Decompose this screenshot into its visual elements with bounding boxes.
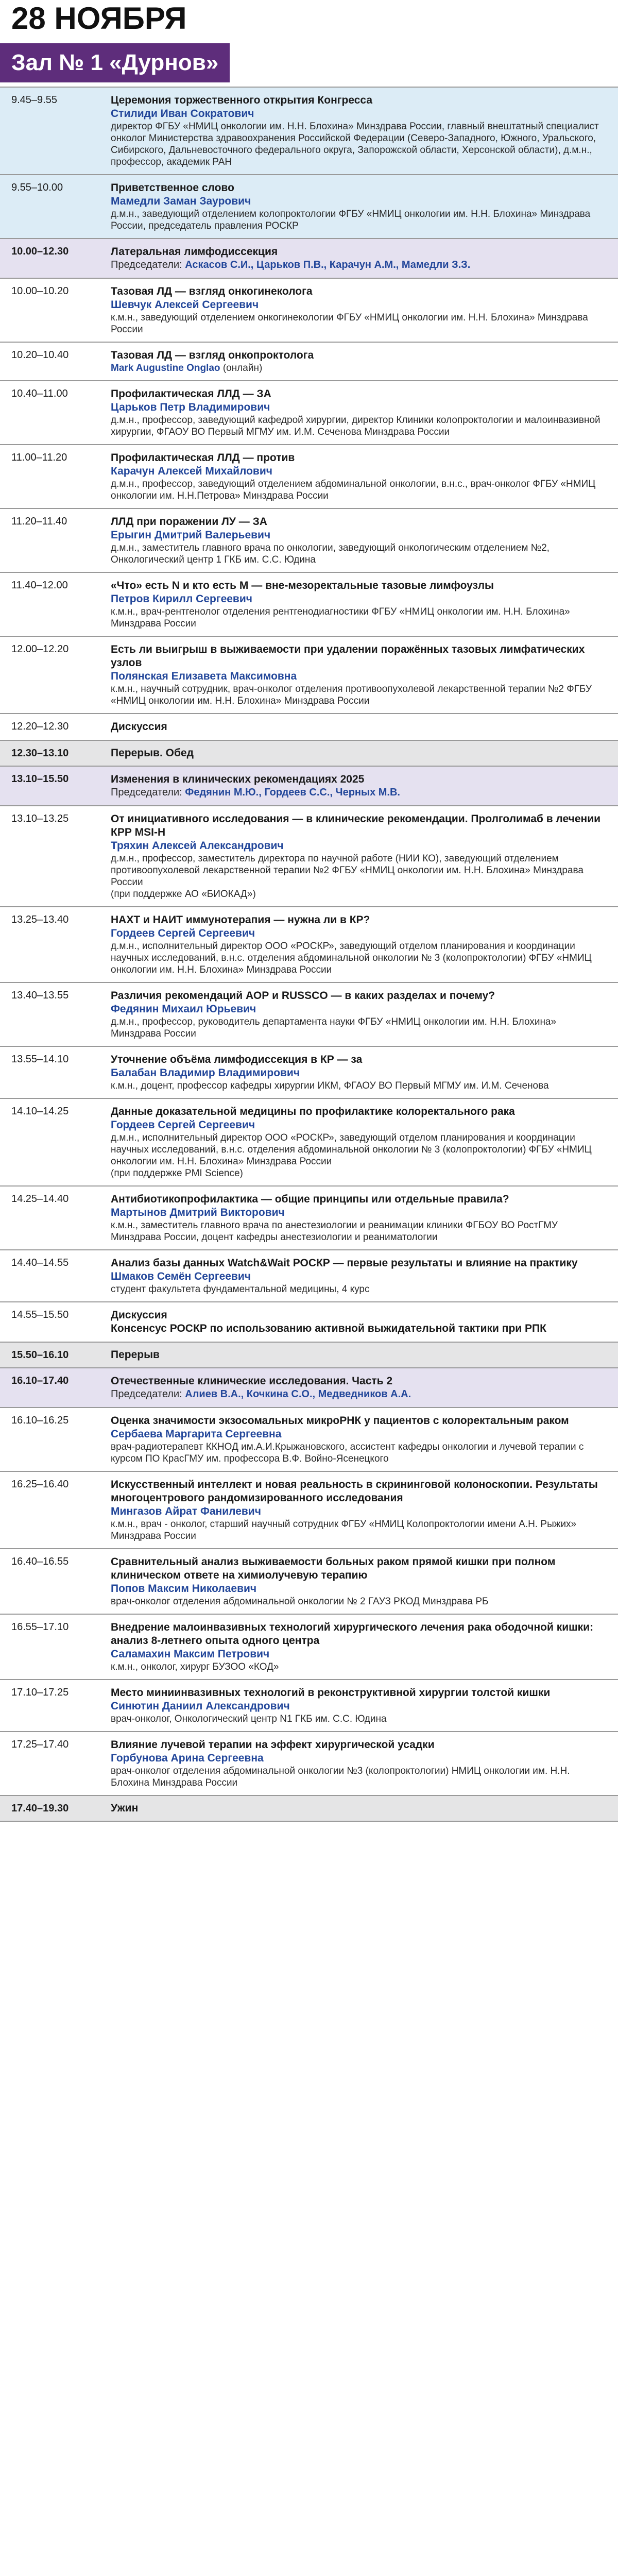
row-content: [111, 1099, 618, 1185]
chairs: [111, 1388, 607, 1401]
program-table: [0, 87, 618, 1822]
talk-title: Искусственный интеллект и новая реальность в скрининговой колоноскопии. Результаты многоцентрового рандомизированного исследования: [111, 1479, 598, 1504]
row-content: [111, 637, 618, 713]
row-content: [111, 983, 618, 1046]
program-row: [0, 767, 618, 806]
chairs-label: Председатели:: [111, 787, 185, 798]
talk-title: ЛЛД при поражении ЛУ — ЗА: [111, 516, 267, 528]
speaker-affiliation: к.м.н., онколог, хирург БУЗОО «КОД»: [111, 1662, 279, 1672]
row-content: [111, 381, 618, 444]
program-row: [0, 1796, 618, 1822]
row-time: 11.00–11.20: [11, 452, 67, 463]
program-row: [0, 1302, 618, 1343]
speaker-affiliation: директор ФГБУ «НМИЦ онкологии им. Н.Н. Блохина» Минздрава России, главный внештатный специалист онколог Министерства здравоохранения Российской Федерации (Северо-Западного, Южного, Уральского, Сибирского, Дальневосточного федерального округа, Запорожской области, Херсонской области), д.м.н., профессор, академик РАН: [111, 121, 599, 167]
talk-title: От инициативного исследования — в клинические рекомендации. Пролголимаб в лечении КРР MSI-H: [111, 813, 601, 838]
row-content: Перерыв. Обед: [111, 747, 194, 759]
speaker-name: Mark Augustine Onglao: [111, 363, 220, 374]
row-time: 10.20–10.40: [11, 349, 69, 361]
row-time: 14.10–14.25: [11, 1106, 69, 1117]
speaker-affiliation: д.м.н., исполнительный директор ООО «РОСКР», заведующий отделом планирования и координации научных исследований, в.н.с. отделения абдоминальной онкологии № 3 (колопроктологии) ФГБУ «НМИЦ онкологии им. Н.Н. Блохина» Минздрава России: [111, 941, 592, 975]
row-content: Перерыв: [111, 1349, 160, 1361]
speaker-affiliation: д.м.н., профессор, заместитель директора по научной работе (НИИ КО), заведующий отделением противоопухолевой лекарственной терапии №2 ФГБУ «НМИЦ онкологии им. Н.Н. Блохина» Минздрава России: [111, 853, 583, 888]
speaker-name: Петров Кирилл Сергеевич: [111, 593, 252, 605]
program-row: [0, 637, 618, 714]
speaker-name: Мамедли Заман Заурович: [111, 195, 251, 207]
chairs: [111, 786, 607, 799]
talk-title: Приветственное слово: [111, 182, 234, 194]
speaker-affiliation: к.м.н., врач - онколог, старший научный сотрудник ФГБУ «НМИЦ Колопроктологии имени А.Н. Рыжих» Минздрава России: [111, 1519, 577, 1541]
talk-title: Отечественные клинические исследования. Часть 2: [111, 1375, 393, 1387]
program-row: [0, 1047, 618, 1099]
speaker-affiliation: д.м.н., профессор, заведующий кафедрой хирургии, директор Клиники колопроктологии и малоинвазивной хирургии, ФГАОУ ВО Первый МГМУ им. И.М. Сеченова Минздрава России: [111, 415, 600, 437]
talk-title: Изменения в клинических рекомендациях 2025: [111, 773, 365, 785]
row-time: 16.10–16.25: [11, 1415, 69, 1426]
row-time: 16.55–17.10: [11, 1621, 69, 1633]
speaker-name: Мартынов Дмитрий Викторович: [111, 1207, 285, 1218]
program-row: [0, 1187, 618, 1250]
row-time: 9.55–10.00: [11, 182, 63, 193]
program-row: [0, 1680, 618, 1732]
program-row: [0, 445, 618, 509]
hall-title: Зал № 1 «Дурнов»: [0, 43, 230, 82]
row-content: [111, 88, 618, 174]
row-time: 16.10–17.40: [11, 1375, 69, 1386]
row-content: [111, 573, 618, 636]
speaker-name: Попов Максим Николаевич: [111, 1583, 257, 1595]
speaker-affiliation: д.м.н., заведующий отделением колопроктологии ФГБУ «НМИЦ онкологии им. Н.Н. Блохина» Минздрава России, председатель правления РОСКР: [111, 209, 591, 231]
program-row: [0, 1250, 618, 1302]
speaker-affiliation: студент факультета фундаментальной медицины, 4 курс: [111, 1284, 370, 1295]
row-content: [111, 1472, 618, 1548]
support-note: (при поддержке PMI Science): [111, 1168, 243, 1179]
speaker-name: Саламахин Максим Петрович: [111, 1648, 270, 1660]
row-time: 13.10–15.50: [11, 773, 69, 785]
chairs: [111, 259, 607, 272]
talk-title: Дискуссия: [111, 1309, 167, 1321]
row-time: 16.40–16.55: [11, 1556, 69, 1567]
row-content: [111, 806, 618, 906]
row-time: 10.40–11.00: [11, 388, 68, 399]
talk-title: Профилактическая ЛЛД — ЗА: [111, 388, 271, 400]
speaker-name: Тряхин Алексей Александрович: [111, 840, 284, 852]
talk-title: «Что» есть N и кто есть M — вне-мезоректальные тазовые лимфоузлы: [111, 580, 494, 591]
row-time: 12.30–13.10: [11, 748, 69, 759]
row-content: [111, 1408, 618, 1471]
speaker-name: Карачун Алексей Михайлович: [111, 465, 272, 477]
row-time: 17.40–19.30: [11, 1803, 69, 1814]
program-row: [0, 1615, 618, 1680]
speaker-affiliation: к.м.н., научный сотрудник, врач-онколог отделения противоопухолевой лекарственной терапии №2 ФГБУ «НМИЦ онкологии им. Н.Н. Блохина» Минздрава России: [111, 684, 592, 706]
speaker-line: [111, 362, 607, 374]
row-time: 13.40–13.55: [11, 990, 69, 1001]
talk-title: Латеральная лимфодиссекция: [111, 246, 278, 258]
chairs-names: Федянин М.Ю., Гордеев С.С., Черных М.В.: [185, 787, 400, 798]
talk-title: Различия рекомендаций АОР и RUSSCO — в каких разделах и почему?: [111, 990, 495, 1002]
row-content: [111, 767, 618, 805]
row-time: 12.00–12.20: [11, 643, 69, 655]
speaker-name: Сербаева Маргарита Сергеевна: [111, 1428, 282, 1440]
row-content: [111, 445, 618, 508]
program-row: [0, 279, 618, 343]
speaker-note: (онлайн): [220, 363, 263, 374]
page-date: 28 НОЯБРЯ: [11, 1, 187, 36]
talk-title: Тазовая ЛД — взгляд онкогинеколога: [111, 285, 313, 297]
row-content: [111, 175, 618, 238]
talk-title: Анализ базы данных Watch&Wait РОСКР — первые результаты и влияние на практику: [111, 1257, 578, 1269]
program-row: [0, 741, 618, 767]
speaker-name: Гордеев Сергей Сергеевич: [111, 927, 255, 939]
program-row: [0, 381, 618, 445]
row-time: 13.25–13.40: [11, 914, 69, 925]
program-row: [0, 1368, 618, 1408]
program-row: [0, 509, 618, 573]
talk-title: Внедрение малоинвазивных технологий хирургического лечения рака ободочной кишки: анализ 8-летнего опыта одного центра: [111, 1621, 594, 1647]
row-content: [111, 1047, 618, 1098]
talk-title: НАХТ и НАИТ иммунотерапия — нужна ли в КР?: [111, 914, 370, 926]
speaker-affiliation: к.м.н., доцент, профессор кафедры хирургии ИКМ, ФГАОУ ВО Первый МГМУ им. И.М. Сеченова: [111, 1080, 549, 1091]
row-content: [111, 1680, 618, 1731]
speaker-affiliation: к.м.н., заместитель главного врача по анестезиологии и реанимации клиники ФГБОУ ВО РостГМУ Минздрава России, доцент кафедры анестезиологии и реаниматологии: [111, 1220, 558, 1243]
program-row: [0, 573, 618, 637]
talk-title: Профилактическая ЛЛД — против: [111, 452, 295, 464]
row-time: 16.25–16.40: [11, 1479, 69, 1490]
talk-title: Дискуссия: [111, 721, 167, 733]
speaker-name: Горбунова Арина Сергеевна: [111, 1752, 264, 1764]
row-content: [111, 1368, 618, 1407]
program-row: [0, 175, 618, 239]
talk-title: Влияние лучевой терапии на эффект хирургической усадки: [111, 1739, 435, 1751]
speaker-affiliation: к.м.н., врач-рентгенолог отделения рентгенодиагностики ФГБУ «НМИЦ онкологии им. Н.Н. Блохина» Минздрава России: [111, 606, 570, 629]
program-row: [0, 1732, 618, 1796]
row-content: Ужин: [111, 1802, 139, 1814]
speaker-affiliation: д.м.н., исполнительный директор ООО «РОСКР», заведующий отделом планирования и координации научных исследований, в.н.с. отделения абдоминальной онкологии № 3 (колопроктологии) ФГБУ «НМИЦ онкологии им. Н.Н. Блохина» Минздрава России: [111, 1132, 592, 1167]
row-time: 14.25–14.40: [11, 1193, 69, 1205]
talk-title: Антибиотикопрофилактика — общие принципы или отдельные правила?: [111, 1193, 509, 1205]
program-row: [0, 714, 618, 741]
program-row: [0, 1472, 618, 1549]
speaker-name: Шмаков Семён Сергеевич: [111, 1270, 251, 1282]
row-content: [111, 1187, 618, 1249]
row-time: 17.25–17.40: [11, 1739, 69, 1750]
row-content: [111, 509, 618, 572]
program-row: [0, 1408, 618, 1472]
speaker-affiliation: врач-онколог отделения абдоминальной онкологии № 2 ГАУЗ РКОД Минздрава РБ: [111, 1596, 489, 1607]
program-row: [0, 983, 618, 1047]
row-content: [111, 239, 618, 278]
program-row: [0, 806, 618, 907]
row-content: [111, 1615, 618, 1679]
row-content: [111, 1732, 618, 1795]
speaker-name: Мингазов Айрат Фанилевич: [111, 1505, 261, 1517]
speaker-name: Шевчук Алексей Сергеевич: [111, 299, 259, 311]
talk-title: Церемония торжественного открытия Конгресса: [111, 94, 373, 106]
row-content: [111, 907, 618, 982]
speaker-name: Царьков Петр Владимирович: [111, 401, 270, 413]
program-row: [0, 87, 618, 175]
speaker-name: Синютин Даниил Александрович: [111, 1700, 290, 1712]
talk-title: Сравнительный анализ выживаемости больных раком прямой кишки при полном клиническом ответе на химиолучевую терапию: [111, 1556, 556, 1581]
row-time: 12.20–12.30: [11, 721, 69, 732]
row-time: 9.45–9.55: [11, 94, 57, 106]
speaker-affiliation: д.м.н., профессор, руководитель департамента науки ФГБУ «НМИЦ онкологии им. Н.Н. Блохина» Минздрава России: [111, 1016, 557, 1039]
talk-title: Оценка значимости экзосомальных микроРНК у пациентов с колоректальным раком: [111, 1415, 569, 1427]
row-content: [111, 1549, 618, 1614]
speaker-name: Стилиди Иван Сократович: [111, 108, 254, 120]
row-time: 11.40–12.00: [11, 580, 68, 591]
talk-title-secondary: Консенсус РОСКР по использованию активной выжидательной тактики при РПК: [111, 1323, 546, 1334]
speaker-affiliation: д.м.н., заместитель главного врача по онкологии, заведующий онкологическим отделением №2, Онкологический центр 1 ГКБ им. С.С. Юдина: [111, 543, 550, 565]
speaker-name: Гордеев Сергей Сергеевич: [111, 1119, 255, 1131]
speaker-affiliation: врач-радиотерапевт ККНОД им.А.И.Крыжановского, ассистент кафедры онкологии и лучевой терапии с курсом ПО КрасГМУ им. профессора В.Ф. Войно-Ясенецкого: [111, 1442, 584, 1464]
chairs-label: Председатели:: [111, 259, 185, 270]
row-time: 10.00–10.20: [11, 285, 69, 297]
row-time: 14.55–15.50: [11, 1309, 69, 1320]
program-row: [0, 343, 618, 381]
row-time: 13.10–13.25: [11, 813, 69, 824]
program-row: [0, 1099, 618, 1187]
speaker-name: Полянская Елизавета Максимовна: [111, 670, 297, 682]
program-row: [0, 1343, 618, 1368]
speaker-affiliation: к.м.н., заведующий отделением онкогинекологии ФГБУ «НМИЦ онкологии им. Н.Н. Блохина» Минздрава России: [111, 312, 588, 335]
program-row: [0, 1549, 618, 1615]
speaker-affiliation: врач-онколог отделения абдоминальной онкологии №3 (колопроктологии) НМИЦ онкологии им. Н.Н. Блохина Минздрава России: [111, 1766, 570, 1788]
row-content: [111, 343, 618, 380]
row-time: 15.50–16.10: [11, 1349, 69, 1361]
speaker-affiliation: врач-онколог, Онкологический центр N1 ГКБ им. С.С. Юдина: [111, 1714, 387, 1724]
talk-title: Уточнение объёма лимфодиссекция в КР — за: [111, 1054, 363, 1065]
chairs-names: Аскасов С.И., Царьков П.В., Карачун А.М., Мамедли З.З.: [185, 259, 471, 270]
speaker-affiliation: д.м.н., профессор, заведующий отделением абдоминальной онкологии, в.н.с., врач-онколог ФГБУ «НМИЦ онкологии им. Н.Н.Петрова» Минздрава России: [111, 479, 596, 501]
talk-title: Тазовая ЛД — взгляд онкопроктолога: [111, 349, 314, 361]
talk-title: Есть ли выигрыш в выживаемости при удалении поражённых тазовых лимфатических узлов: [111, 643, 585, 669]
row-content: [111, 1250, 618, 1301]
talk-title: Место миниинвазивных технологий в реконструктивной хирургии толстой кишки: [111, 1687, 551, 1699]
row-content: [111, 1302, 618, 1342]
row-time: 11.20–11.40: [11, 516, 67, 527]
row-time: 17.10–17.25: [11, 1687, 69, 1698]
row-time: 13.55–14.10: [11, 1054, 69, 1065]
speaker-name: Ерыгин Дмитрий Валерьевич: [111, 529, 271, 541]
program-row: [0, 239, 618, 279]
program-row: [0, 907, 618, 983]
support-note: (при поддержке АО «БИОКАД»): [111, 889, 256, 900]
row-time: 10.00–12.30: [11, 246, 69, 257]
row-time: 14.40–14.55: [11, 1257, 69, 1268]
row-content: [111, 279, 618, 342]
chairs-label: Председатели:: [111, 1388, 185, 1400]
chairs-names: Алиев В.А., Кочкина С.О., Медведников А.А.: [185, 1388, 411, 1400]
talk-title: Данные доказательной медицины по профилактике колоректального рака: [111, 1106, 515, 1117]
speaker-name: Федянин Михаил Юрьевич: [111, 1003, 256, 1015]
speaker-name: Балабан Владимир Владимирович: [111, 1067, 300, 1079]
row-content: [111, 714, 618, 740]
